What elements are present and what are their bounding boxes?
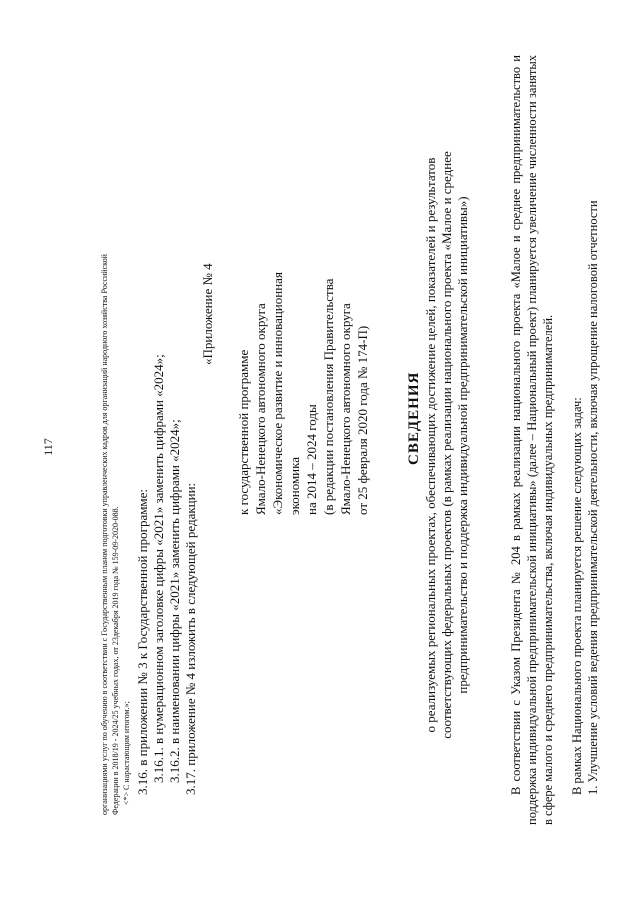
appendix-line: Ямало-Ненецкого автономного округа bbox=[338, 303, 353, 515]
paragraph-task-1: 1. Улучшение условий ведения предпринимательской деятельности, включая упрощение налоговой отчетности bbox=[586, 200, 600, 795]
page-number: 117 bbox=[41, 438, 55, 456]
subheading-line-1: о реализуемых региональных проектах, обеспечивающих достижение целей, показателей и результатов bbox=[423, 157, 438, 733]
appendix-line: экономика bbox=[287, 456, 302, 515]
amendment-3-16-2: 3.16.2. в наименовании цифры «2021» заменить цифрами «2024»; bbox=[167, 419, 182, 783]
appendix-title: «Приложение № 4 bbox=[200, 263, 215, 365]
subheading-line-2: соответствующих федеральных проектов (в рамках реализации национального проекта «Малое и среднее bbox=[439, 151, 454, 739]
appendix-line: (в редакции постановления Правительства bbox=[321, 278, 336, 515]
document-heading: СВЕДЕНИЯ bbox=[406, 371, 422, 465]
subheading-line-3: предпринимательство и поддержка индивидуальной предпринимательской инициативы») bbox=[455, 196, 470, 694]
appendix-line: «Экономическое развитие и инновационная bbox=[270, 272, 285, 515]
amendment-3-17: 3.17. приложение № 4 изложить в следующей редакции: bbox=[183, 482, 198, 795]
appendix-caption bbox=[235, 272, 371, 515]
appendix-line: Ямало-Ненецкого автономного округа bbox=[253, 303, 268, 515]
footnote-line-1: организациями услуг по обучению в соответствии с Государственным планом подготовки управленческих кадров для организаций народного хозяйства Российской bbox=[100, 254, 109, 815]
footnote-line-2: Федерации в 2018/19 - 2024/25 учебных годах, от 23декабря 2019 года № 159-09-2020-088. bbox=[111, 506, 120, 815]
paragraph-tasks-intro: В рамках Национального проекта планируется решение следующих задач: bbox=[570, 397, 584, 795]
paragraph-decree: В соответствии с Указом Президента № 204 в рамках реализации национального проекта «Малое и среднее предпринимательство и поддержка индивидуальной предпринимательской инициативы» (далее – Национальный проект) планируется увеличение численности занятых в сфере малого и среднего предпринимательства, включая индивидуальных предпринимателей. bbox=[509, 55, 555, 825]
appendix-line: на 2014 – 2024 годы bbox=[304, 404, 319, 515]
footnote-line-3: <*> С нарастающим итогом.»; bbox=[122, 701, 131, 805]
appendix-line: от 25 февраля 2020 года № 174-П) bbox=[355, 325, 370, 515]
amendment-3-16: 3.16. в приложении № 3 к Государственной программе: bbox=[135, 488, 150, 795]
amendment-3-16-1: 3.16.1. в нумерационном заголовке цифры «2021» заменить цифрами «2024»; bbox=[151, 354, 166, 783]
appendix-line: к государственной программе bbox=[236, 349, 251, 515]
